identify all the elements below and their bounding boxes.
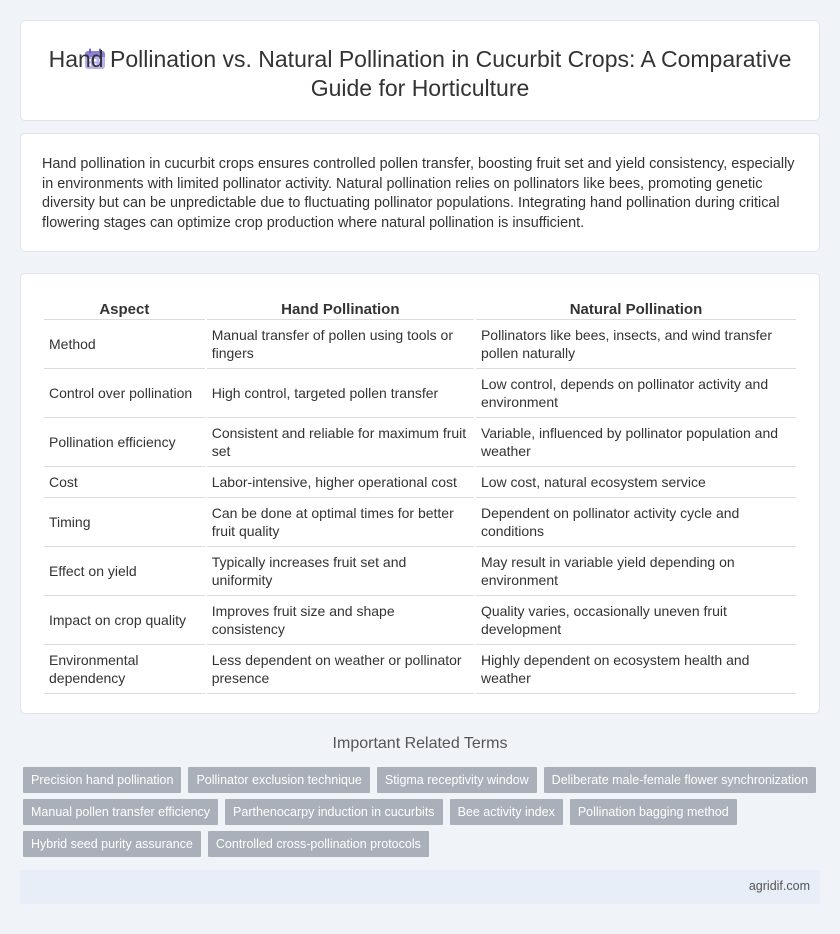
row-natural: Pollinators like bees, insects, and wind transfer pollen naturally xyxy=(476,320,796,369)
tag-flower-synchronization[interactable]: Deliberate male-female flower synchronization xyxy=(544,767,816,793)
footer xyxy=(20,870,820,904)
row-hand: Improves fruit size and shape consistency xyxy=(207,596,474,645)
row-natural: May result in variable yield depending on environment xyxy=(476,547,796,596)
tag-parthenocarpy-induction[interactable]: Parthenocarpy induction in cucurbits xyxy=(225,799,443,825)
intro-text: Hand pollination in cucurbit crops ensures controlled pollen transfer, boosting fruit set and yield consistency, especially in environments with limited pollinator activity. Natural pollination relies on pollinators like bees, promoting genetic diversity but can be unpredictable due to fluctuating pollinator populations. Integrating hand pollination during critical flowering stages can optimize crop production where natural pollination is insufficient. xyxy=(42,156,795,231)
tag-precision-hand-pollination[interactable]: Precision hand pollination xyxy=(23,767,181,793)
intro-card xyxy=(20,133,820,252)
tag-pollinator-exclusion-technique[interactable]: Pollinator exclusion technique xyxy=(188,767,369,793)
row-hand: Manual transfer of pollen using tools or fingers xyxy=(207,320,474,369)
row-natural: Highly dependent on ecosystem health and weather xyxy=(476,645,796,694)
table-row xyxy=(44,498,796,547)
row-natural: Dependent on pollinator activity cycle and conditions xyxy=(476,498,796,547)
row-hand: Consistent and reliable for maximum fruit set xyxy=(207,418,474,467)
header-hand-pollination: Hand Pollination xyxy=(207,296,474,320)
row-aspect: Control over pollination xyxy=(44,369,205,418)
row-hand: Typically increases fruit set and uniformity xyxy=(207,547,474,596)
title-card xyxy=(20,20,820,121)
table-row xyxy=(44,547,796,596)
row-hand: Labor-intensive, higher operational cost xyxy=(207,467,474,498)
row-natural: Low cost, natural ecosystem service xyxy=(476,467,796,498)
table-row xyxy=(44,418,796,467)
tag-stigma-receptivity-window[interactable]: Stigma receptivity window xyxy=(377,767,537,793)
row-natural: Variable, influenced by pollinator population and weather xyxy=(476,418,796,467)
related-terms-tags xyxy=(23,767,823,863)
table-row xyxy=(44,596,796,645)
table-row xyxy=(44,369,796,418)
row-aspect: Timing xyxy=(44,498,205,547)
row-hand: Less dependent on weather or pollinator presence xyxy=(207,645,474,694)
row-natural: Low control, depends on pollinator activity and environment xyxy=(476,369,796,418)
table-row xyxy=(44,467,796,498)
tag-hybrid-seed-purity[interactable]: Hybrid seed purity assurance xyxy=(23,831,201,857)
comparison-table xyxy=(42,296,798,694)
tag-bee-activity-index[interactable]: Bee activity index xyxy=(450,799,563,825)
comparison-table-card xyxy=(20,273,820,714)
row-hand: Can be done at optimal times for better fruit quality xyxy=(207,498,474,547)
footer-site[interactable]: agridif.com xyxy=(748,879,810,893)
row-aspect: Cost xyxy=(44,467,205,498)
row-aspect: Pollination efficiency xyxy=(44,418,205,467)
row-aspect: Effect on yield xyxy=(44,547,205,596)
tag-controlled-cross-pollination[interactable]: Controlled cross-pollination protocols xyxy=(208,831,429,857)
row-aspect: Impact on crop quality xyxy=(44,596,205,645)
page-title: Hand Pollination vs. Natural Pollination in Cucurbit Crops: A Comparative Guide for Horticulture xyxy=(48,46,792,101)
header-natural-pollination: Natural Pollination xyxy=(476,296,796,320)
table-row xyxy=(44,320,796,369)
tag-manual-pollen-transfer[interactable]: Manual pollen transfer efficiency xyxy=(23,799,218,825)
tag-pollination-bagging[interactable]: Pollination bagging method xyxy=(570,799,737,825)
row-aspect: Method xyxy=(44,320,205,369)
row-natural: Quality varies, occasionally uneven fruit development xyxy=(476,596,796,645)
header-aspect: Aspect xyxy=(44,296,205,320)
table-row xyxy=(44,645,796,694)
related-terms-title: Important Related Terms xyxy=(332,735,508,752)
row-hand: High control, targeted pollen transfer xyxy=(207,369,474,418)
row-aspect: Environmental dependency xyxy=(44,645,205,694)
